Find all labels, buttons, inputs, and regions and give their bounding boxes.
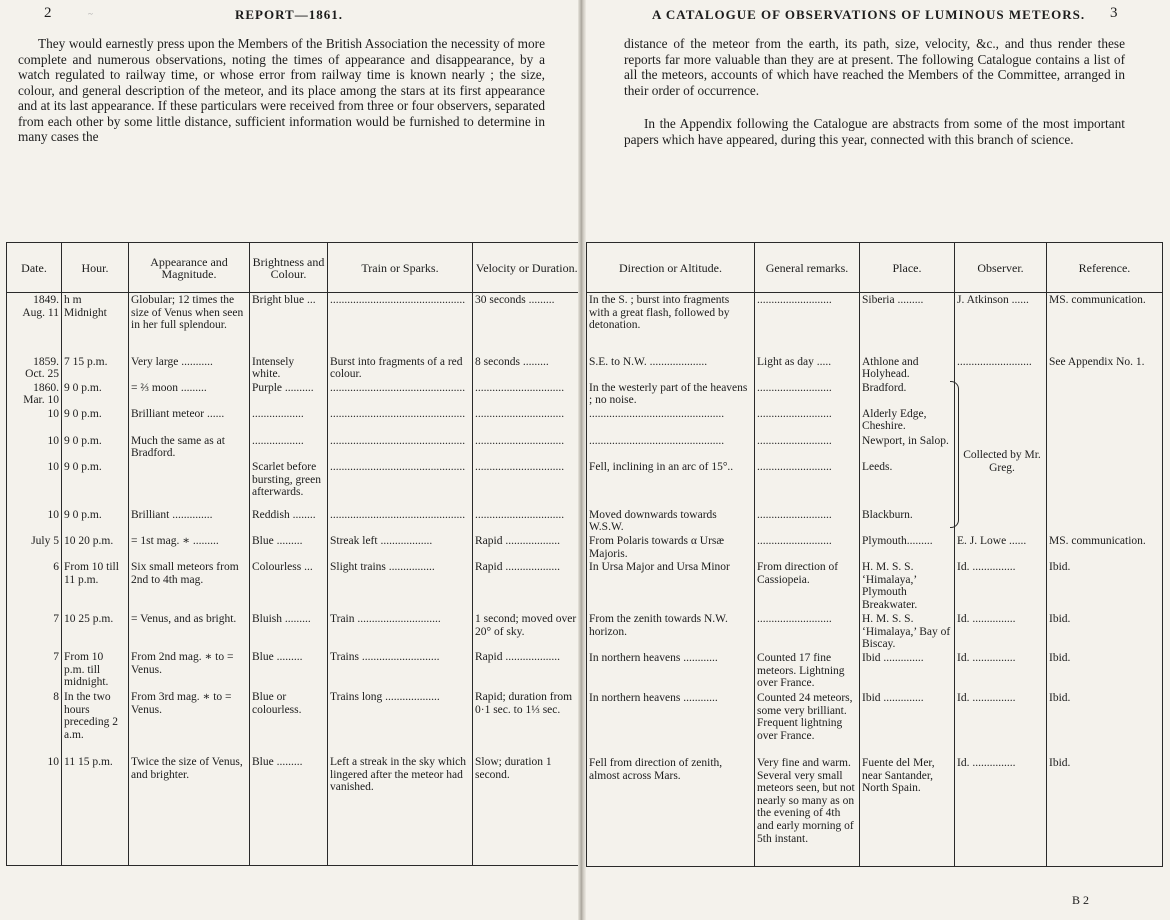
table-row: [587, 407, 1163, 434]
cell-remarks: ..........................: [755, 293, 860, 355]
cell-hour: h m Midnight: [62, 293, 129, 355]
cell-direction: From Polaris towards α Ursæ Majoris.: [587, 534, 755, 560]
left-running-head: REPORT—1861.: [235, 7, 343, 22]
table-row: [7, 612, 581, 650]
cell-reference: Ibid.: [1047, 691, 1163, 756]
cell-observer: Id. ...............: [955, 612, 1047, 651]
cell-date: 6: [7, 560, 62, 612]
cell-brightness: ..................: [250, 407, 328, 434]
left-paragraph: They would earnestly press upon the Members of the British Association the necessity of more complete and numerous observations, noting the times of appearance and disappearance, by a watch regulated to railway time, or whose error from railway time is known nearly ; the size, colour, and general description of the meteor, and its place among the stars at its first appearance and at its last appearance. If these particulars were received from three or four observers, separated from each other by some little distance, sufficient information would be furnished to determine in many cases the: [18, 36, 545, 144]
cell-hour: 9 0 p.m.: [62, 434, 129, 460]
table-row: [7, 293, 581, 355]
cell-date: 10: [7, 407, 62, 434]
cell-velocity: Slow; duration 1 second.: [473, 755, 581, 865]
cell-hour: 9 0 p.m.: [62, 381, 129, 407]
cell-appearance: From 3rd mag. ∗ to = Venus.: [129, 690, 250, 755]
cell-reference: Ibid.: [1047, 612, 1163, 651]
table-row: [7, 650, 581, 690]
cell-observer: E. J. Lowe ......: [955, 534, 1047, 560]
cell-velocity: Rapid ...................: [473, 560, 581, 612]
table-row: [587, 355, 1163, 381]
cell-brightness: Intensely white.: [250, 355, 328, 381]
cell-place: Alderly Edge, Cheshire.: [860, 407, 955, 434]
right-running-head: A CATALOGUE OF OBSERVATIONS OF LUMINOUS METEORS.: [652, 7, 1086, 22]
cell-direction: Fell from direction of zenith, almost across Mars.: [587, 756, 755, 866]
cell-train: Trains long ...................: [328, 690, 473, 755]
cell-appearance: Brilliant meteor ......: [129, 407, 250, 434]
cell-appearance: = 1st mag. ∗ .........: [129, 534, 250, 560]
cell-remarks: ..........................: [755, 460, 860, 508]
cell-observer: Id. ...............: [955, 691, 1047, 756]
header-brightness: Brightness and Colour.: [250, 243, 328, 293]
cell-hour: From 10 till 11 p.m.: [62, 560, 129, 612]
cell-train: Trains ...........................: [328, 650, 473, 690]
cell-brightness: Blue .........: [250, 650, 328, 690]
cell-brightness: Blue .........: [250, 534, 328, 560]
cell-direction: ...............................................: [587, 434, 755, 460]
table-row: [587, 651, 1163, 691]
cell-date: 10: [7, 508, 62, 534]
table-row: [7, 755, 581, 865]
signature-mark: B 2: [1072, 893, 1090, 907]
cell-place: Newport, in Salop.: [860, 434, 955, 460]
cell-place: Ibid ..............: [860, 651, 955, 691]
table-row: [587, 756, 1163, 866]
cell-place: Siberia .........: [860, 293, 955, 355]
cell-place: H. M. S. S. ‘Himalaya,’ Plymouth Breakwater.: [860, 560, 955, 612]
cell-hour: 9 0 p.m.: [62, 407, 129, 434]
table-row: [7, 534, 581, 560]
cell-remarks: ..........................: [755, 612, 860, 651]
cell-place: Athlone and Holyhead.: [860, 355, 955, 381]
table-row: [587, 560, 1163, 612]
cell-velocity: ...............................: [473, 381, 581, 407]
table-row: [7, 407, 581, 434]
cell-velocity: Rapid; duration from 0·1 sec. to 1⅓ sec.: [473, 690, 581, 755]
table-row: [587, 381, 1163, 407]
header-date: Date.: [7, 243, 62, 293]
catalogue-table-right: [586, 242, 1163, 867]
header-train: Train or Sparks.: [328, 243, 473, 293]
cell-observer: [955, 381, 1047, 407]
cell-hour: From 10 p.m. till midnight.: [62, 650, 129, 690]
cell-brightness: Colourless ...: [250, 560, 328, 612]
cell-place: H. M. S. S. ‘Himalaya,’ Bay of Biscay.: [860, 612, 955, 651]
cell-train: Streak left ..................: [328, 534, 473, 560]
cell-velocity: ...............................: [473, 407, 581, 434]
cell-direction: From the zenith towards N.W. horizon.: [587, 612, 755, 651]
cell-date: 10: [7, 460, 62, 508]
cell-train: ...............................................: [328, 460, 473, 508]
cell-appearance: [129, 460, 250, 508]
cell-hour: 10 25 p.m.: [62, 612, 129, 650]
cell-direction: Fell, inclining in an arc of 15°..: [587, 460, 755, 508]
cell-remarks: Counted 17 fine meteors. Lightning over France.: [755, 651, 860, 691]
cell-reference: Ibid.: [1047, 651, 1163, 691]
table-row: [7, 355, 581, 381]
cell-velocity: ...............................: [473, 460, 581, 508]
cell-date: 8: [7, 690, 62, 755]
cell-remarks: From direction of Cassiopeia.: [755, 560, 860, 612]
cell-date: July 5: [7, 534, 62, 560]
cell-brightness: ..................: [250, 434, 328, 460]
cell-reference: [1047, 407, 1163, 434]
collected-bracket: [950, 381, 959, 528]
header-observer: Observer.: [955, 243, 1047, 293]
cell-reference: MS. communication.: [1047, 534, 1163, 560]
cell-date: 7: [7, 612, 62, 650]
table-row: [7, 381, 581, 407]
cell-place: Bradford.: [860, 381, 955, 407]
cell-train: ...............................................: [328, 407, 473, 434]
cell-train: Left a streak in the sky which lingered after the meteor had vanished.: [328, 755, 473, 865]
cell-brightness: Purple ..........: [250, 381, 328, 407]
cell-reference: Ibid.: [1047, 756, 1163, 866]
cell-reference: See Appendix No. 1.: [1047, 355, 1163, 381]
cell-hour: 11 15 p.m.: [62, 755, 129, 865]
cell-place: Blackburn.: [860, 508, 955, 534]
cell-appearance: Twice the size of Venus, and brighter.: [129, 755, 250, 865]
cell-hour: In the two hours preceding 2 a.m.: [62, 690, 129, 755]
catalogue-table-left: [6, 242, 581, 866]
cell-remarks: ..........................: [755, 534, 860, 560]
cell-velocity: ...............................: [473, 434, 581, 460]
table-row: [587, 534, 1163, 560]
right-page-number: 3: [1110, 5, 1118, 21]
cell-train: Burst into fragments of a red colour.: [328, 355, 473, 381]
cell-train: Slight trains ................: [328, 560, 473, 612]
cell-observer: Id. ...............: [955, 651, 1047, 691]
cell-velocity: Rapid ...................: [473, 650, 581, 690]
cell-remarks: ..........................: [755, 434, 860, 460]
cell-direction: In northern heavens ............: [587, 691, 755, 756]
cell-brightness: Bright blue ...: [250, 293, 328, 355]
cell-velocity: ...............................: [473, 508, 581, 534]
cell-date: 1859. Oct. 25: [7, 355, 62, 381]
cell-reference: [1047, 434, 1163, 460]
cell-velocity: 8 seconds .........: [473, 355, 581, 381]
right-paragraph-1: distance of the meteor from the earth, its path, size, velocity, &c., and thus render these reports far more valuable than they are at present. The following Catalogue contains a list of all the meteors, accounts of which have reached the Members of the Committee, arranged in their order of occurrence.: [624, 36, 1125, 98]
cell-train: ...............................................: [328, 293, 473, 355]
header-velocity: Velocity or Duration.: [473, 243, 581, 293]
table-row: [7, 560, 581, 612]
left-page: [0, 0, 582, 920]
header-remarks: General remarks.: [755, 243, 860, 293]
cell-date: 1849. Aug. 11: [7, 293, 62, 355]
header-direction: Direction or Altitude.: [587, 243, 755, 293]
cell-date: 10: [7, 755, 62, 865]
cell-velocity: 1 second; moved over 20° of sky.: [473, 612, 581, 650]
header-hour: Hour.: [62, 243, 129, 293]
cell-velocity: Rapid ...................: [473, 534, 581, 560]
cell-train: Train .............................: [328, 612, 473, 650]
table-row: [7, 460, 581, 508]
cell-observer: Id. ...............: [955, 756, 1047, 866]
table-row: [587, 612, 1163, 651]
ink-smudge: ~: [88, 9, 93, 19]
cell-direction: In northern heavens ............: [587, 651, 755, 691]
cell-hour: 9 0 p.m.: [62, 460, 129, 508]
cell-direction: In the westerly part of the heavens ; no noise.: [587, 381, 755, 407]
cell-appearance: Very large ...........: [129, 355, 250, 381]
cell-observer: [955, 508, 1047, 534]
cell-reference: Ibid.: [1047, 560, 1163, 612]
cell-remarks: ..........................: [755, 508, 860, 534]
cell-observer: ..........................: [955, 355, 1047, 381]
cell-direction: Moved downwards towards W.S.W.: [587, 508, 755, 534]
left-page-number: 2: [44, 5, 52, 21]
cell-appearance: Globular; 12 times the size of Venus when seen in her full splendour.: [129, 293, 250, 355]
cell-observer: J. Atkinson ......: [955, 293, 1047, 355]
cell-observer: Id. ...............: [955, 560, 1047, 612]
cell-brightness: Scarlet before bursting, green afterwards.: [250, 460, 328, 508]
cell-appearance: = Venus, and as bright.: [129, 612, 250, 650]
cell-appearance: Six small meteors from 2nd to 4th mag.: [129, 560, 250, 612]
cell-reference: [1047, 381, 1163, 407]
table-row: [7, 690, 581, 755]
cell-observer: [955, 407, 1047, 434]
cell-direction: In Ursa Major and Ursa Minor: [587, 560, 755, 612]
cell-brightness: Blue .........: [250, 755, 328, 865]
cell-reference: [1047, 460, 1163, 508]
cell-date: 7: [7, 650, 62, 690]
table-row: [587, 508, 1163, 534]
table-row: [587, 460, 1163, 508]
cell-remarks: Very fine and warm. Several very small meteors seen, but not nearly so many as on the evening of 4th and early morning of 5th instant.: [755, 756, 860, 866]
cell-brightness: Bluish .........: [250, 612, 328, 650]
cell-direction: S.E. to N.W. ....................: [587, 355, 755, 381]
right-paragraph-2: In the Appendix following the Catalogue are abstracts from some of the most important papers which have appeared, during this year, connected with this branch of science.: [624, 116, 1125, 147]
cell-remarks: ..........................: [755, 381, 860, 407]
cell-velocity: 30 seconds .........: [473, 293, 581, 355]
cell-hour: 10 20 p.m.: [62, 534, 129, 560]
cell-train: ...............................................: [328, 434, 473, 460]
table-row: [7, 508, 581, 534]
cell-remarks: Light as day .....: [755, 355, 860, 381]
table-row: [587, 434, 1163, 460]
cell-reference: [1047, 508, 1163, 534]
cell-place: Fuente del Mer, near Santander, North Spain.: [860, 756, 955, 866]
cell-reference: MS. communication.: [1047, 293, 1163, 355]
table-row: [587, 293, 1163, 355]
collected-note: Collected by Mr. Greg.: [963, 449, 1041, 474]
cell-remarks: ..........................: [755, 407, 860, 434]
cell-place: Ibid ..............: [860, 691, 955, 756]
header-reference: Reference.: [1047, 243, 1163, 293]
right-page: [582, 0, 1170, 920]
cell-train: ...............................................: [328, 508, 473, 534]
cell-direction: ...............................................: [587, 407, 755, 434]
table-row: [587, 691, 1163, 756]
header-place: Place.: [860, 243, 955, 293]
cell-appearance: Much the same as at Bradford.: [129, 434, 250, 460]
cell-remarks: Counted 24 meteors, some very brilliant. Frequent lightning over France.: [755, 691, 860, 756]
table-row: [7, 434, 581, 460]
cell-brightness: Blue or colourless.: [250, 690, 328, 755]
cell-brightness: Reddish ........: [250, 508, 328, 534]
cell-appearance: = ⅔ moon .........: [129, 381, 250, 407]
cell-hour: 9 0 p.m.: [62, 508, 129, 534]
cell-appearance: Brilliant ..............: [129, 508, 250, 534]
cell-date: 1860. Mar. 10: [7, 381, 62, 407]
header-appearance: Appearance and Magnitude.: [129, 243, 250, 293]
cell-train: ...............................................: [328, 381, 473, 407]
cell-place: Leeds.: [860, 460, 955, 508]
cell-hour: 7 15 p.m.: [62, 355, 129, 381]
cell-appearance: From 2nd mag. ∗ to = Venus.: [129, 650, 250, 690]
cell-place: Plymouth.........: [860, 534, 955, 560]
cell-date: 10: [7, 434, 62, 460]
cell-direction: In the S. ; burst into fragments with a great flash, followed by detonation.: [587, 293, 755, 355]
